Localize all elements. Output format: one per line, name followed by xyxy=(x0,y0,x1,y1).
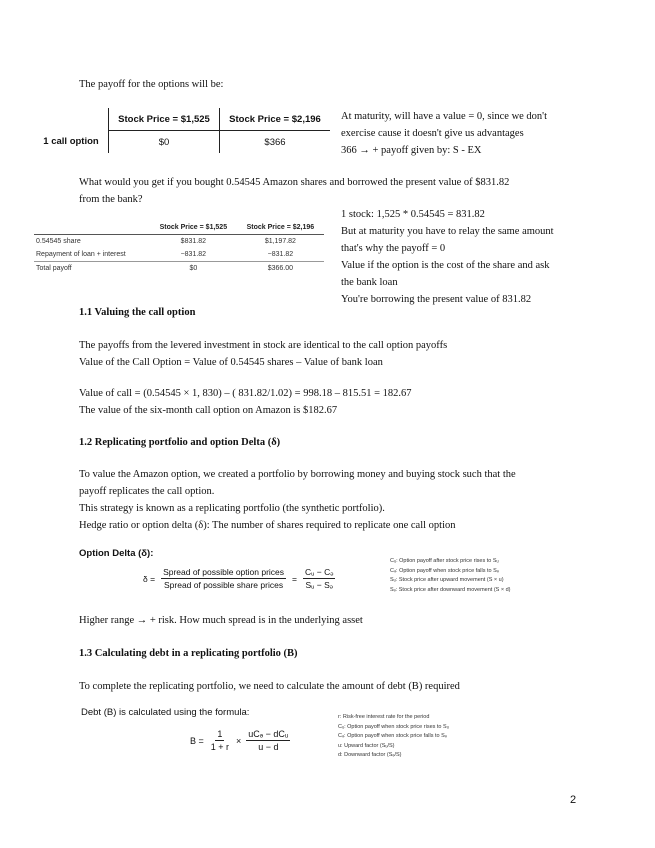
section-1-1-paragraph-2: Value of call = (0.54545 × 1, 830) – ( 831.82/1.02) = 998.18 – 815.51 = 182.67 The value of the six-month call option on Amazon is $182.67 xyxy=(79,388,412,416)
levered-investment-table xyxy=(34,221,324,275)
table2-header-low: Stock Price = $1,525 xyxy=(150,221,237,235)
debt-formula: B = $\frac{1}{1 + r}$ × $\frac{\text{uCₔ − dCᵤ}}{u - d}$ xyxy=(190,729,289,752)
section-1-3-paragraph: To complete the replicating portfolio, we need to calculate the amount of debt (B) required xyxy=(79,681,460,692)
section-1-1-paragraph-1: The payoffs from the levered investment in stock are identical to the call option payoffs Value of the Call Option = Value of 0.54545 shares – Value of bank loan xyxy=(79,340,448,368)
section-1-3-title: 1.3 Calculating debt in a replicating portfolio (B) xyxy=(79,648,298,659)
table1-header-high: Stock Price = $2,196 xyxy=(220,108,331,131)
table-row: Repayment of loan + interest −831.82 −831.82 xyxy=(36,251,294,258)
question-paragraph: What would you get if you bought 0.54545 Amazon shares and borrowed the present value of $831.82 from the bank? xyxy=(79,177,510,205)
table-row: 0.54545 share $831.82 $1,197.82 xyxy=(36,238,296,245)
maturity-note: At maturity, will have a value = 0, since we don't exercise cause it doesn't give us advantages 366 → + payoff given by: S - EX xyxy=(341,111,547,156)
call-payoff-table xyxy=(34,108,330,153)
debt-formula-title: Debt (B) is calculated using the formula: xyxy=(81,707,250,718)
section-1-2-title: 1.2 Replicating portfolio and option Delta (δ) xyxy=(79,437,281,448)
section-1-1-title: 1.1 Valuing the call option xyxy=(79,307,196,318)
table1-value-low: $0 xyxy=(158,136,170,148)
intro-text: The payoff for the options will be: xyxy=(79,79,224,90)
delta-legend: Cᵤ: Option payoff after stock price rises to Sᵤ Cₔ: Option payoff when stock price falls to Sₔ Sᵤ: Stock price after upward movement (S × u) Sₔ: Stock price after downward movement (S × d) xyxy=(390,558,511,593)
table1-value-high: $366 xyxy=(220,131,331,154)
table2-header-high: Stock Price = $2,196 xyxy=(237,221,324,235)
option-delta-title: Option Delta (δ): xyxy=(79,548,154,559)
section-1-2-paragraph: To value the Amazon option, we created a portfolio by borrowing money and buying stock such that the payoff replicates the call option. This strategy is known as a replicating portfolio (the synthetic portfolio). Hedge ratio or option delta (δ): The number of shares required to replicate one call option xyxy=(79,469,516,531)
range-note: Higher range → + risk. How much spread is in the underlying asset xyxy=(79,615,363,626)
borrowing-note: 1 stock: 1,525 * 0.54545 = 831.82 But at maturity you have to relay the same amount that's why the payoff = 0 Value if the option is the cost of the share and ask the bank loan You're borrowing the present value of 831.82 xyxy=(341,209,554,305)
table1-row-label: 1 call option xyxy=(34,131,109,154)
option-delta-formula: δ = $\frac{\text{Spread of possible option prices}}{\text{Spread of possible share prices}}$ = $\frac{\text{Cᵤ − Cₔ}}{\text{Sᵤ − Sₔ}}$ xyxy=(143,567,334,590)
table-row: Total payoff $0 $366.00 xyxy=(34,262,324,276)
debt-legend: r: Risk-free interest rate for the period Cᵤ: Option payoff when stock price rises to Sᵤ Cₔ: Option payoff when stock price falls to Sₔ u: Upward factor (Sᵤ/S) d: Downward factor (Sₔ/S) xyxy=(338,714,449,758)
table1-header-low: Stock Price = $1,525 xyxy=(109,108,220,131)
page-number: 2 xyxy=(570,794,577,806)
